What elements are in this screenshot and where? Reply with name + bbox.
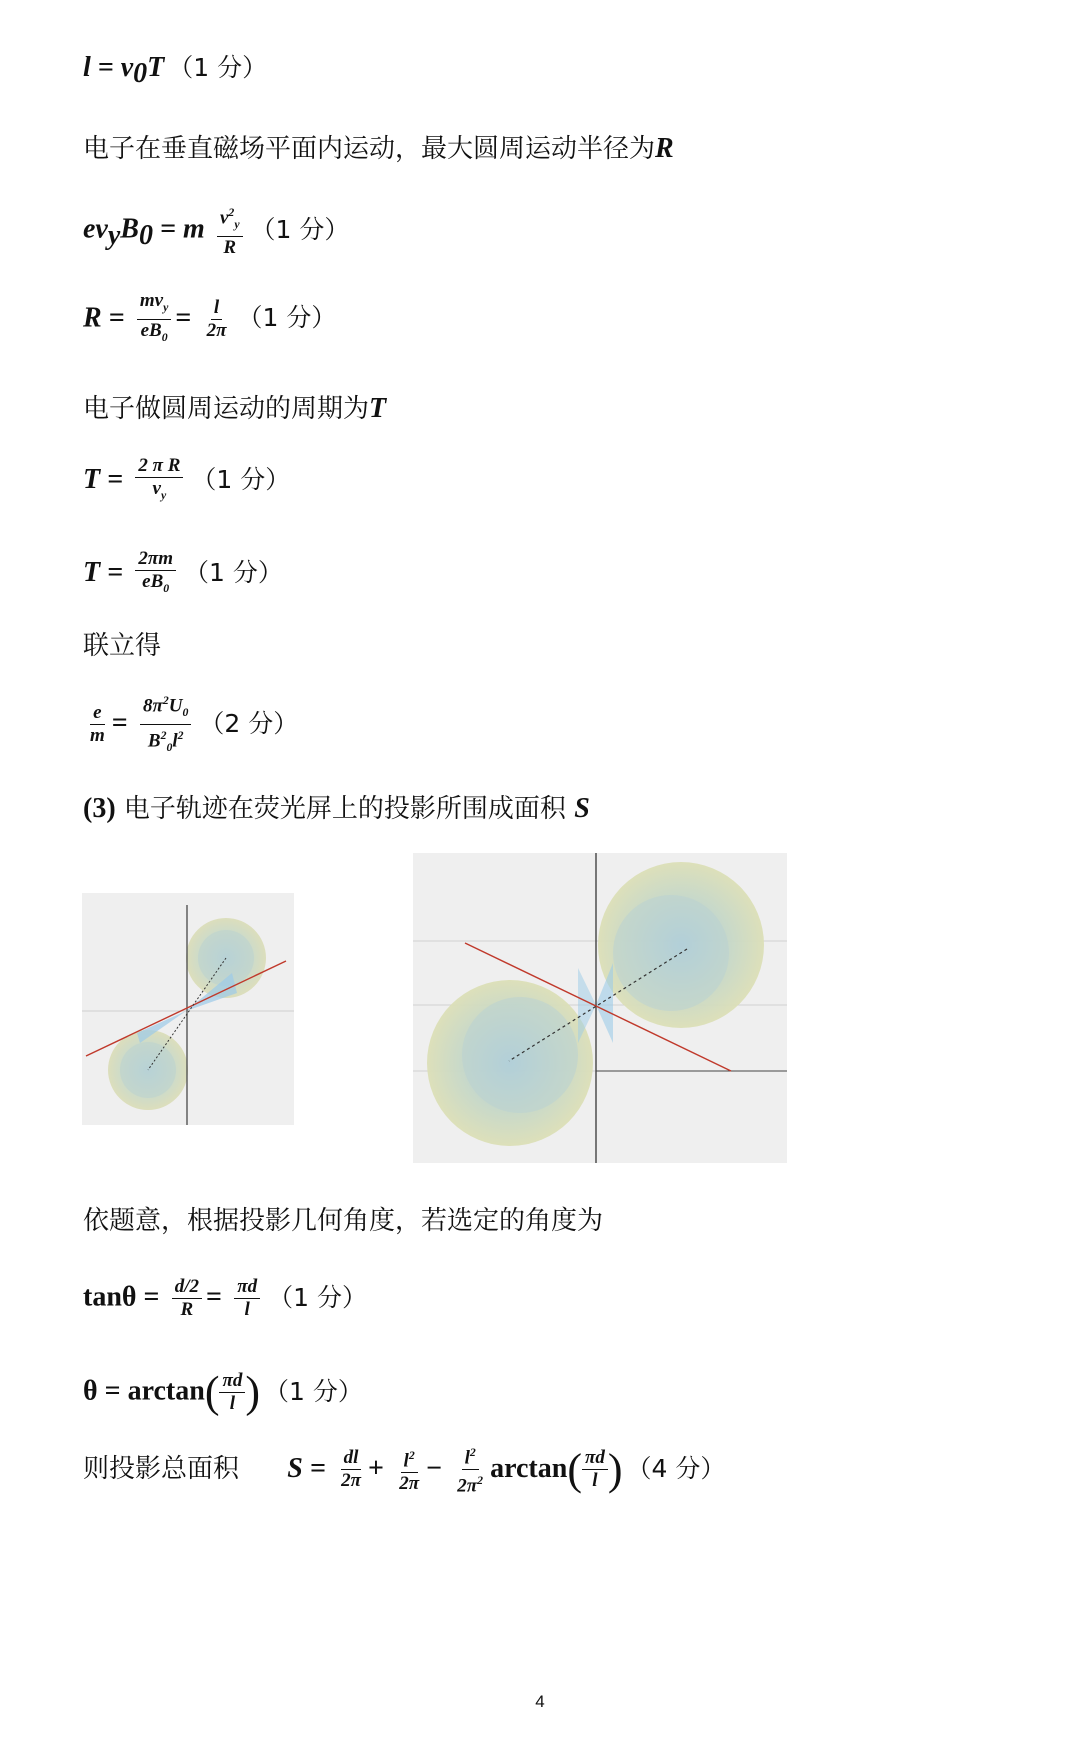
text-max-radius: 电子在垂直磁场平面内运动，最大圆周运动半径为R [83, 133, 674, 164]
equation-total-area: 则投影总面积 S = $\frac{dl}{2\pi}$ + $\frac{l^2}{2\pi}$ − $\frac{l^2}{2\pi^2}$ arctan( $\frac{\pi d}{l}$ ) （4 分） [83, 1442, 725, 1498]
fraction-2pim-over-eB0: $\frac{2\pi m}{eB_0}$ [135, 548, 176, 600]
equation-tan-theta: tanθ = $\frac{d/2}{R}$ = $\frac{\pi d}{l}$ （1 分） [83, 1276, 367, 1320]
fraction-e-over-m: $\frac{e}{m}$ [90, 702, 105, 747]
projection-figure-large [413, 853, 787, 1163]
equation-T-2piR: T = $\frac{\text{2 π R}}{v_y}$ （1 分） [83, 455, 290, 507]
equation-theta-arctan: θ = arctan( $\frac{\pi d}{l}$ ) （1 分） [83, 1367, 363, 1417]
fraction-pid-over-l: $\frac{\pi d}{l}$ [582, 1447, 608, 1492]
page-number: 4 [535, 1692, 545, 1711]
fraction-2piR-over-vy: $\frac{\text{2 π R}}{v_y}$ [135, 455, 183, 507]
fraction-pid-over-l: $\frac{\pi d}{l}$ [234, 1276, 260, 1321]
fraction-8pi2U0-over-B02l2: $\frac{8\pi^2U_0}{B^2_0l^2}$ [140, 690, 191, 759]
fraction-l-over-2pi: $\frac{l}{2\pi}$ [206, 296, 227, 341]
text-part3-heading: (3) 电子轨迹在荧光屏上的投影所围成面积 S [83, 793, 590, 824]
text-angle-intro: 依题意，根据投影几何角度，若选定的角度为 [83, 1206, 604, 1236]
fraction-dl-over-2pi: $\frac{dl}{2\pi}$ [341, 1447, 361, 1492]
equation-lorentz-force: $ev_yB_0 = m$ $\frac{v^2_y}{R}$ （1 分） [83, 202, 349, 259]
text-period: 电子做圆周运动的周期为T [83, 393, 387, 424]
fraction-d2-over-R: $\frac{d/2}{R}$ [172, 1276, 202, 1321]
fraction-mvy-over-eB0: $\frac{mv_y}{eB_0}$ [137, 290, 171, 349]
text-combine: 联立得 [83, 631, 162, 661]
equation-T-2pim: T = $\frac{2\pi m}{eB_0}$ （1 分） [83, 548, 283, 600]
fraction-l2-over-2pi2: $\frac{l^2}{2\pi^2}$ [454, 1442, 486, 1498]
projection-figure-small [82, 893, 294, 1125]
equation-l-v0T: $l = v_0T$ （1 分） [83, 52, 268, 90]
fraction-pid-over-l: $\frac{\pi d}{l}$ [219, 1370, 245, 1415]
equation-e-over-m: $\frac{e}{m}$ = $\frac{8\pi^2U_0}{B^2_0l^2}$ （2 分） [83, 690, 298, 759]
fraction-vy2-over-R: $\frac{v^2_y}{R}$ [217, 202, 243, 259]
equation-R: R = $\frac{mv_y}{eB_0}$ = $\frac{l}{2\pi}$ （1 分） [83, 290, 336, 349]
fraction-l2-over-2pi: $\frac{l^2}{2\pi}$ [396, 1445, 422, 1495]
